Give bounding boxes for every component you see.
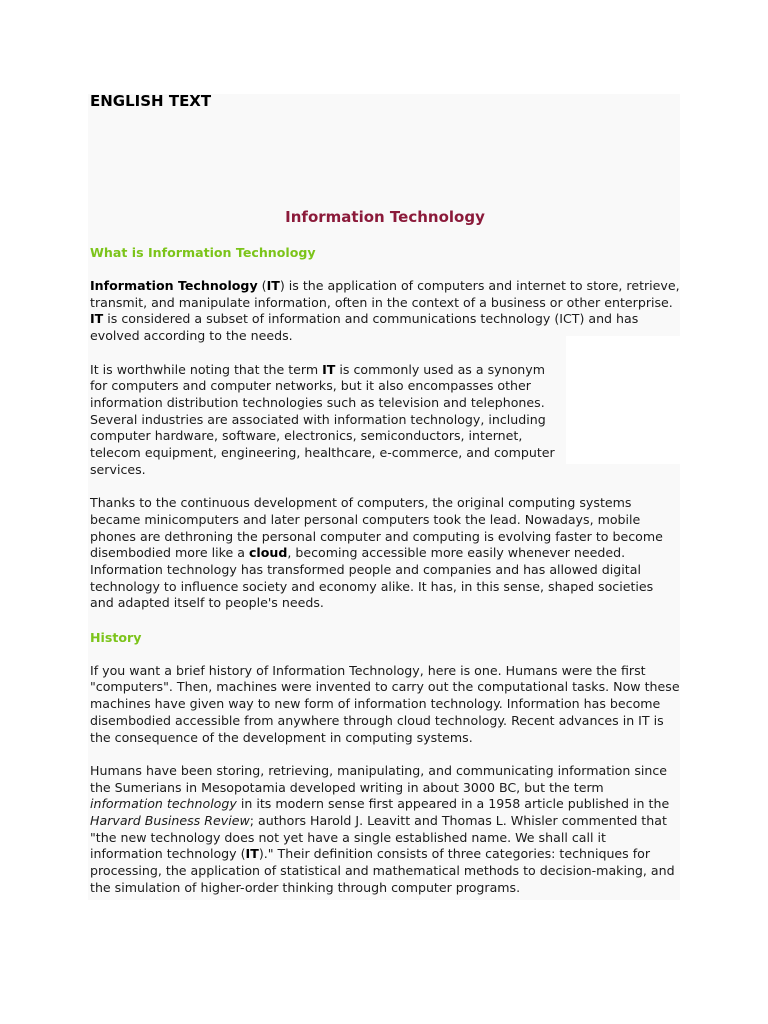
paragraph-brief-history: If you want a brief history of Information Technology, here is one. Humans were the first "computers". Then, machines were invented to carry out the computational tasks. Now these machines have given way to new form of information technology. Information has become disembodied accessible from anywhere through cloud technology. Recent advances in IT is the consequence of the development in computing systems. xyxy=(90,662,680,745)
term-cloud: cloud xyxy=(248,545,288,561)
text-span: ; authors Harold J. Leavitt and Thomas L. Whisler commented that "the new technology does not yet have a single established name. We shall call it information technology ( xyxy=(90,813,667,862)
paragraph-synonym xyxy=(90,362,558,479)
section-heading-history: History xyxy=(90,629,142,645)
paragraph-origins xyxy=(90,763,680,897)
text-span: It is worthwhile noting that the term xyxy=(90,361,323,377)
article-title: Information Technology xyxy=(285,208,485,226)
term-information-technology-italic: information technology xyxy=(90,796,237,812)
term-information-technology: Information Technology xyxy=(90,278,258,293)
paragraph-definition xyxy=(90,278,680,345)
text-span: in its modern sense first appeared in a 1958 article published in the xyxy=(236,796,670,812)
text-span: , becoming accessible more easily whenever needed. Information technology has transformed people and companies and has allowed digital technology to influence society and economy alike. It has, in this sense, shaped societies and adapted itself to people's needs. xyxy=(90,545,654,611)
text-span: ) is the application of computers and internet to store, retrieve, transmit, and manipulate information, often in the context of a business or other enterprise. xyxy=(90,278,680,310)
term-it: IT xyxy=(245,846,259,862)
article xyxy=(90,206,680,913)
text-span: Humans have been storing, retrieving, manipulating, and communicating information since the Sumerians in Mesopotamia developed writing in about 3000 BC, but the term xyxy=(90,762,668,795)
term-it: IT xyxy=(266,278,280,293)
page-heading: ENGLISH TEXT xyxy=(90,92,212,110)
text-span: Thanks to the continuous development of computers, the original computing systems became minicomputers and later personal computers took the lead. Nowadays, mobile phones are dethroning the personal computer and computing is evolving faster to become disembodied more like a xyxy=(90,495,663,561)
text-span: )." Their definition consists of three categories: techniques for processing, the application of statistical and mathematical methods to decision-making, and the simulation of higher-order thinking through computer programs. xyxy=(90,846,675,895)
text-span: is commonly used as a synonym for computers and computer networks, but it also encompasses other information distribution technologies such as television and telephones. Several industries are associated with information technology, including computer hardware, software, electronics, semiconductors, internet, telecom equipment, engineering, healthcare, e-commerce, and computer services. xyxy=(90,361,555,477)
term-it: IT xyxy=(90,311,104,327)
text-span: is considered a subset of information and communications technology (ICT) and has evolved according to the needs. xyxy=(90,311,639,344)
publication-name: Harvard Business Review xyxy=(90,813,250,829)
text-span: ( xyxy=(257,278,267,293)
term-it: IT xyxy=(322,361,336,377)
paragraph-development xyxy=(90,495,680,612)
section-heading-what-is-it: What is Information Technology xyxy=(90,245,316,260)
